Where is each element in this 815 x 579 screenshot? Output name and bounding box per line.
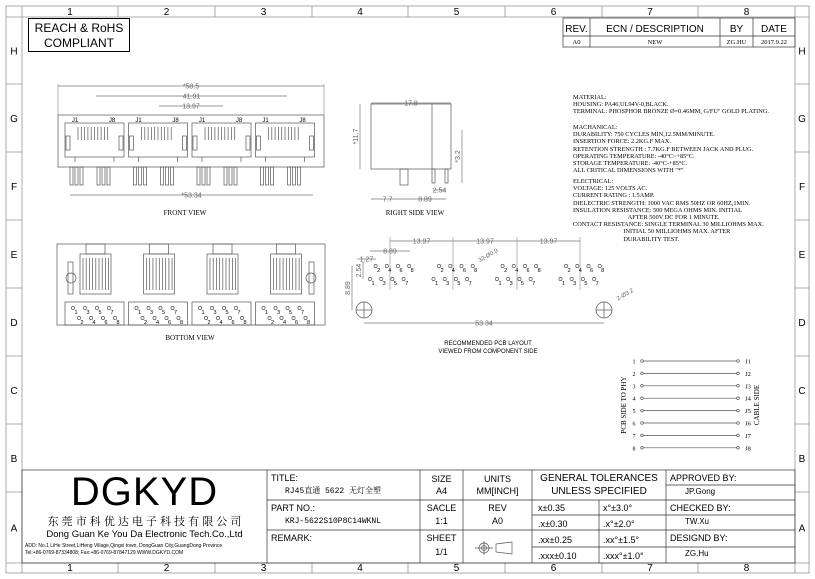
sch-right-label: CABLE SIDE xyxy=(753,384,761,426)
company-name-cn: 东 莞 市 科 优 达 电 子 科 技 有 限 公 司 xyxy=(47,516,242,528)
column-number-top: 3 xyxy=(260,7,267,18)
note-line: INITIAL 50 MILLIOHMS MAX. AFTER xyxy=(573,228,731,236)
column-number-bottom: 3 xyxy=(260,563,267,574)
row-letter-left: C xyxy=(10,386,18,397)
note-line: DIELECTRIC STRENGTH: 1000 VAC RMS 50HZ OR 60HZ,1MIN. xyxy=(573,199,751,207)
pcb-pin-number: 2 xyxy=(567,268,571,274)
dim-8-89-pcb: 8.89 xyxy=(383,248,397,256)
row-letter-left: E xyxy=(10,250,18,261)
row-letter-left: G xyxy=(10,114,18,125)
note-line: ALL CRITICAL DIMENSIONS WITH "*" xyxy=(573,167,684,175)
dim-1-27: 1.27 xyxy=(359,256,374,264)
pin-number: 8 xyxy=(116,320,120,326)
pin-number: 7 xyxy=(237,310,241,316)
column-number-top: 7 xyxy=(647,7,653,18)
pcb-pin-number: 2 xyxy=(377,268,381,274)
column-number-bottom: 5 xyxy=(453,563,460,574)
tolerance-angular: .x°±2.0° xyxy=(603,519,635,529)
pin xyxy=(80,167,83,185)
pin xyxy=(134,167,137,185)
pcb-pin-number: 5 xyxy=(457,281,461,287)
column-number-bottom: 6 xyxy=(550,563,557,574)
dim-32-holes: 32-Ø0.9 xyxy=(477,248,500,265)
tolerance-linear: .x±0.30 xyxy=(538,519,568,529)
jack-label-j8: J8 xyxy=(108,118,116,124)
pin-number: 3 xyxy=(149,310,154,316)
sch-right-pin: J7 xyxy=(745,432,751,440)
sch-right-pin: J3 xyxy=(745,383,751,391)
row-letter-left: F xyxy=(10,182,18,193)
dim-3-2: *3.2 xyxy=(455,150,462,163)
dim-11-7: *11.7 xyxy=(353,128,360,145)
row-letter-right: B xyxy=(798,454,806,465)
sheet-value: 1/1 xyxy=(435,547,448,557)
column-number-top: 1 xyxy=(67,7,73,18)
column-number-bottom: 4 xyxy=(357,563,363,574)
pcb-pin-number: 5 xyxy=(393,281,397,287)
column-number-top: 8 xyxy=(743,7,750,18)
side-view-label: RIGHT SIDE VIEW xyxy=(385,209,445,217)
dim-2-54: 2.54 xyxy=(432,187,447,195)
tolerance-angular: x°±3.0° xyxy=(603,503,633,513)
dim-pitch: 13.97 xyxy=(539,238,558,246)
checked-value: TW.Xu xyxy=(685,517,710,526)
dim-2-54-pcb: 2.54 xyxy=(356,263,363,278)
part-no-value: KRJ-5622S10P8C14WKNL xyxy=(285,517,382,526)
pin-number: 3 xyxy=(213,310,217,316)
column-number-bottom: 7 xyxy=(647,563,653,574)
jack-label-j1: J1 xyxy=(262,118,269,124)
pin xyxy=(288,167,291,185)
pcb-pin-number: 3 xyxy=(382,281,386,287)
column-number-top: 5 xyxy=(453,7,460,18)
pin xyxy=(70,167,73,185)
pcb-pin-number: 8 xyxy=(410,268,414,274)
sch-node xyxy=(641,397,644,400)
jack-label-j8: J8 xyxy=(299,118,306,124)
latch xyxy=(193,136,197,150)
pin xyxy=(102,167,105,185)
tolerance-linear: .xx±0.25 xyxy=(538,535,572,545)
rev-header: ECN / DESCRIPTION xyxy=(606,24,704,35)
pcb-pin-number: 4 xyxy=(451,268,455,274)
bottom-view-label: BOTTOM VIEW xyxy=(165,334,215,342)
pin xyxy=(75,167,78,185)
row-letter-right: C xyxy=(798,386,806,397)
note-line: MATERIAL: xyxy=(573,94,607,101)
pin xyxy=(261,167,264,185)
pin xyxy=(144,167,147,185)
tolerance-angular: .xx°±1.5° xyxy=(603,535,640,545)
projection-symbol-icon xyxy=(496,542,512,554)
pin-number: 6 xyxy=(294,320,299,326)
note-line: DURABILITY: 750 CYCLES MIN,12.5MM/MINUTE. xyxy=(573,131,715,139)
jack-top xyxy=(213,244,232,254)
pin xyxy=(197,167,200,185)
sch-right-pin: J5 xyxy=(745,408,751,416)
note-line: ELECTRICAL: xyxy=(573,178,614,185)
pin-number: 6 xyxy=(167,320,172,326)
pcb-pin-number: 3 xyxy=(573,281,577,287)
sch-node xyxy=(641,409,644,412)
row-letter-right: H xyxy=(798,46,806,58)
sch-node xyxy=(641,360,644,363)
pin-number: 7 xyxy=(300,310,305,316)
pin-number: 4 xyxy=(282,320,287,326)
pin-number: 1 xyxy=(74,310,78,316)
pcb-pin-number: 1 xyxy=(561,281,566,287)
sch-right-pin: J1 xyxy=(745,358,751,366)
pin-number: 5 xyxy=(288,310,293,316)
front-view-label: FRONT VIEW xyxy=(163,209,207,217)
company-logo: DGKYD xyxy=(70,470,219,514)
side-post xyxy=(400,169,408,185)
rev-header: REV. xyxy=(565,24,588,35)
title-label: TITLE: xyxy=(271,473,299,483)
approved-value: JP.Gong xyxy=(685,487,716,496)
pcb-pin-number: 8 xyxy=(537,268,541,274)
sch-node xyxy=(737,409,740,412)
row-letter-right: G xyxy=(798,114,806,125)
pcb-pin-number: 5 xyxy=(520,281,524,287)
dim-8-89: 8.89 xyxy=(418,196,432,204)
compliance-box xyxy=(28,18,130,52)
note-line: INSERTION FORCE: 2.2KG.F MAX. xyxy=(573,138,671,146)
pcb-pin-number: 7 xyxy=(595,281,599,287)
sheet-label: SHEET xyxy=(426,533,457,543)
pin xyxy=(266,167,269,185)
pcb-layout-sublabel: VIEWED FROM COMPONENT SIDE xyxy=(438,349,538,355)
latch xyxy=(66,136,70,150)
sch-node xyxy=(641,385,644,388)
column-number-top: 2 xyxy=(163,7,170,18)
sch-node xyxy=(737,434,740,437)
column-number-bottom: 8 xyxy=(743,563,750,574)
rev-cell: A0 xyxy=(572,39,581,46)
sch-node xyxy=(737,397,740,400)
rev-cell: 2017.9.22 xyxy=(761,39,787,46)
pcb-pin-number: 1 xyxy=(498,281,502,287)
note-line: STORAGE TEMPERATURE: -40°C-+85°C. xyxy=(573,160,688,168)
designed-value: ZG.Hu xyxy=(685,549,709,558)
column-number-top: 6 xyxy=(550,7,557,18)
dim-7-7: 7.7 xyxy=(382,196,393,204)
column-number-bottom: 2 xyxy=(163,563,170,574)
pin-number: 4 xyxy=(92,320,96,326)
jack-label-j8: J8 xyxy=(172,118,179,124)
pin xyxy=(298,167,301,185)
sch-left-pin: 3 xyxy=(632,384,636,391)
sch-node xyxy=(737,372,740,375)
pin-number: 3 xyxy=(276,310,281,316)
sch-left-pin: 8 xyxy=(632,446,636,453)
pcb-pin-number: 4 xyxy=(388,268,392,274)
company-name-en: Dong Guan Ke You Da Electronic Tech.Co.,Ltd xyxy=(46,529,243,540)
note-line: CURRENT RATING : 1.5AMP. xyxy=(573,192,655,200)
sch-left-pin: 7 xyxy=(632,433,636,440)
pcb-pin-number: 4 xyxy=(578,268,582,274)
company-contact: Tel:+86-0769-87334808; Fax:+86-0769-87847129 WWW.DGKYD.COM xyxy=(25,550,184,556)
pin-number: 4 xyxy=(219,320,223,326)
dim-41-91: 41.91 xyxy=(182,93,201,101)
jack-top xyxy=(277,244,296,254)
pin-number: 5 xyxy=(161,310,166,316)
pin-number: 4 xyxy=(155,320,160,326)
rev-cell: ZG.HU xyxy=(726,39,747,46)
jack-label-j1: J1 xyxy=(135,118,142,124)
pcb-pin-number: 3 xyxy=(446,281,450,287)
latch xyxy=(130,136,134,150)
sch-node xyxy=(737,360,740,363)
note-line: VOLTAGE: 125 VOLTS AC. xyxy=(573,185,648,193)
sch-node xyxy=(641,372,644,375)
scale-label: SACLE xyxy=(426,503,457,513)
side-view-body xyxy=(371,104,451,169)
sch-right-pin: J2 xyxy=(745,370,751,378)
pin-number: 2 xyxy=(80,320,84,326)
tolerance-title: GENERAL TOLERANCES xyxy=(540,473,658,484)
sch-right-pin: J8 xyxy=(745,445,751,453)
size-label: SIZE xyxy=(431,474,452,484)
jack-top xyxy=(150,244,169,254)
note-line: RETENTION STRENGTH : 7.7KG.F BETWEEN JACK AND PLUG. xyxy=(573,145,754,153)
pcb-pin-number: 4 xyxy=(515,268,519,274)
row-letter-left: B xyxy=(10,454,18,465)
sch-node xyxy=(737,447,740,450)
approved-label: APPROVED BY: xyxy=(670,473,737,483)
designed-label: DESIGND BY: xyxy=(670,533,728,543)
row-letter-right: A xyxy=(798,523,806,535)
note-line: MACHANICAL: xyxy=(573,124,618,131)
note-line: HOUSING: PA46,UL94V-0,BLACK. xyxy=(573,101,669,109)
note-line: CONTACT RESISTANCE: SINGLE TERMINAL 30 MILLIOHMS MAX. xyxy=(573,221,764,229)
checked-label: CHECKED BY: xyxy=(670,503,731,513)
pin-number: 8 xyxy=(306,320,311,326)
latch xyxy=(310,136,314,150)
notes-electrical xyxy=(573,178,764,243)
dim-8-89-vert: 8.89 xyxy=(345,281,352,295)
dim-13-97: 13.97 xyxy=(182,103,200,111)
sch-left-pin: 6 xyxy=(632,421,636,428)
tolerance-angular: .xxx°±1.0° xyxy=(603,551,644,561)
pcb-pin-number: 8 xyxy=(474,268,478,274)
latch xyxy=(257,136,261,150)
jack-label-j1: J1 xyxy=(198,118,206,124)
pcb-pin-number: 8 xyxy=(601,268,605,274)
note-line: INSULATION RESISTANCE: 500 MEGA OHMS MIN. INITIAL xyxy=(573,206,742,214)
pin xyxy=(171,167,174,185)
units-label: UNITS xyxy=(484,474,511,484)
pin xyxy=(202,167,205,185)
side-pin xyxy=(445,169,448,183)
latch xyxy=(246,136,250,150)
pin-number: 2 xyxy=(270,320,275,326)
dim-17-8: 17.8 xyxy=(404,100,418,108)
pin xyxy=(97,167,100,185)
pcb-pin-number: 6 xyxy=(589,268,594,274)
sch-left-pin: 1 xyxy=(632,359,636,366)
pcb-pin-number: 5 xyxy=(584,281,588,287)
mount-post xyxy=(68,262,73,294)
dim-mount-hole: 2-Ø3.2 xyxy=(616,287,635,303)
jack-label-j8: J8 xyxy=(235,118,243,124)
pcb-pin-number: 7 xyxy=(532,281,536,287)
sch-node xyxy=(737,385,740,388)
sch-left-pin: 4 xyxy=(632,396,636,403)
compliance-line1: REACH & RoHS xyxy=(34,21,124,35)
note-line: OPERATING TEMPERATURE: -40°C~+85°C. xyxy=(573,152,695,160)
side-pin xyxy=(432,169,435,183)
row-letter-left: D xyxy=(10,318,18,329)
pcb-pin-number: 6 xyxy=(462,268,467,274)
sch-node xyxy=(737,422,740,425)
rev-cell: NEW xyxy=(647,39,663,46)
pin-number: 7 xyxy=(110,310,114,316)
compliance-line2: COMPLIANT xyxy=(43,36,114,50)
sch-right-pin: J4 xyxy=(745,395,751,403)
pin xyxy=(271,167,274,185)
pin xyxy=(224,167,227,185)
jack-top xyxy=(86,244,105,254)
row-letter-right: E xyxy=(798,250,806,261)
pin xyxy=(107,167,110,185)
pcb-pin-number: 2 xyxy=(504,268,508,274)
title-value: RJ45直通 5622 无灯全塑 xyxy=(285,487,382,496)
pcb-pin-number: 7 xyxy=(468,281,472,287)
row-letter-left: A xyxy=(10,523,18,535)
row-letter-right: F xyxy=(798,182,806,193)
sch-right-pin: J6 xyxy=(745,420,751,428)
latch xyxy=(183,136,187,150)
pin xyxy=(139,167,142,185)
pin-number: 1 xyxy=(201,310,205,316)
remark-label: REMARK: xyxy=(271,533,313,543)
rev-value: A0 xyxy=(491,516,503,526)
pcb-pin-number: 1 xyxy=(371,281,375,287)
units-value: MM[INCH] xyxy=(476,486,519,496)
pcb-pin-number: 7 xyxy=(405,281,409,287)
mount-boss xyxy=(66,273,76,283)
pin-number: 8 xyxy=(243,320,247,326)
pin xyxy=(166,167,169,185)
pin-number: 1 xyxy=(264,310,269,316)
dim-58-5: *58.5 xyxy=(182,83,200,91)
tolerance-linear: x±0.35 xyxy=(538,503,565,513)
company-address: ADD: No.1 LiHe Street,LiHeng Village,Qingxi town, DongGuan City,GuangDong Province xyxy=(25,543,223,549)
jack-label-j1: J1 xyxy=(71,118,79,124)
pin-number: 3 xyxy=(86,310,90,316)
sch-node xyxy=(641,447,644,450)
part-no-label: PART NO.: xyxy=(271,503,316,513)
pin xyxy=(293,167,296,185)
rev-label: REV xyxy=(488,503,507,513)
rev-header: BY xyxy=(729,24,744,35)
pcb-pin-number: 3 xyxy=(509,281,513,287)
pcb-pin-number: 6 xyxy=(399,268,403,274)
row-letter-left: H xyxy=(10,46,18,58)
pin-number: 6 xyxy=(231,320,235,326)
dim-pitch: 13.97 xyxy=(476,238,494,246)
column-number-top: 4 xyxy=(357,7,363,18)
tolerance-linear: .xxx±0.10 xyxy=(538,551,577,561)
rev-header: DATE xyxy=(761,24,787,35)
pin xyxy=(234,167,237,185)
row-letter-right: D xyxy=(798,318,806,329)
dim-pitch: 13.97 xyxy=(412,238,431,246)
column-number-bottom: 1 xyxy=(67,563,73,574)
mount-post xyxy=(309,262,314,294)
pin-number: 2 xyxy=(207,320,211,326)
sch-left-pin: 2 xyxy=(632,371,636,378)
pin xyxy=(229,167,232,185)
notes-material xyxy=(573,94,769,116)
pin-number: 8 xyxy=(179,320,184,326)
scale-value: 1:1 xyxy=(435,516,448,526)
pcb-pin-number: 6 xyxy=(526,268,530,274)
sch-node xyxy=(641,434,644,437)
pin-number: 5 xyxy=(98,310,102,316)
pin-number: 7 xyxy=(173,310,178,316)
pin-number: 1 xyxy=(137,310,142,316)
sch-node xyxy=(641,422,644,425)
pcb-pin-number: 2 xyxy=(440,268,444,274)
sch-left-label: PCB SIDE TO PHY xyxy=(620,376,628,434)
pin-number: 5 xyxy=(225,310,229,316)
pcb-pin-number: 1 xyxy=(434,281,439,287)
mount-boss xyxy=(306,273,316,283)
pin-number: 2 xyxy=(143,320,148,326)
dim-53-34: *53.34 xyxy=(181,192,202,200)
notes-mechanical xyxy=(573,124,753,174)
latch xyxy=(119,136,123,150)
dim-53-34-pcb: 53.34 xyxy=(475,320,493,328)
pin-number: 6 xyxy=(104,320,108,326)
pcb-layout-label: RECOMMENDED PCB LAYOUT xyxy=(444,341,532,347)
note-line: TERMINAL: PHOSPHOR BRONZE Ø=0.46MM, G/FU" GOLD PLATING. xyxy=(573,108,769,116)
size-value: A4 xyxy=(435,486,447,496)
sch-left-pin: 5 xyxy=(632,409,636,416)
tolerance-subtitle: UNLESS SPECIFIED xyxy=(551,486,647,497)
bottom-view-body xyxy=(57,244,325,325)
pin xyxy=(161,167,164,185)
note-line: DURABILITY TEST. xyxy=(573,235,680,243)
pin xyxy=(207,167,210,185)
note-line: AFTER 500V DC FOR 1 MINUTE. xyxy=(573,214,720,222)
